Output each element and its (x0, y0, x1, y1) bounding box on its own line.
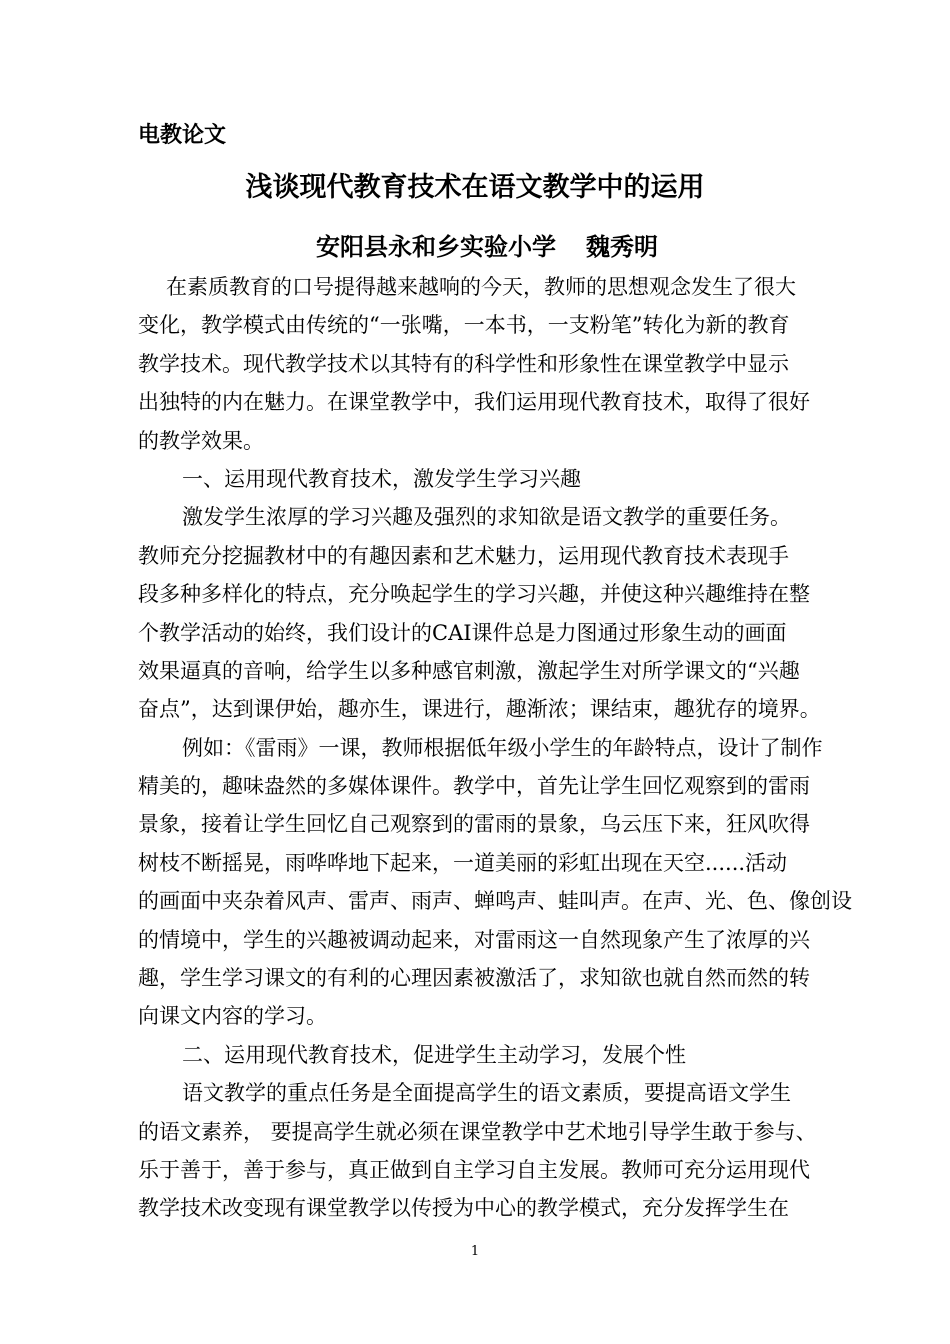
body-line: 趣，学生学习课文的有利的心理因素被激活了，求知欲也就自然而然的转 (138, 966, 810, 991)
author-name: 魏秀明 (586, 232, 658, 261)
section-heading: 一、运用现代教育技术，激发学生学习兴趣 (182, 466, 581, 491)
body-line: 例如：《雷雨》一课，教师根据低年级小学生的年龄特点，设计了制作 (182, 735, 823, 760)
body-line: 语文教学的重点任务是全面提高学生的语文素质，要提高语文学生 (182, 1081, 791, 1106)
body-line: 段多种多样化的特点，充分唤起学生的学习兴趣，并使这种兴趣维持在整 (138, 582, 810, 607)
body-line: 精美的，趣味盎然的多媒体课件。教学中，首先让学生回忆观察到的雷雨 (138, 774, 810, 799)
body-line: 景象，接着让学生回忆自己观察到的雷雨的景象，乌云压下来，狂风吹得 (138, 812, 810, 837)
body-line: 的画面中夹杂着风声、雷声、雨声、蝉鸣声、蛙叫声。在声、光、色、像创设 (138, 889, 852, 914)
page-number: 1 (470, 1244, 480, 1259)
body-line: 向课文内容的学习。 (138, 1004, 327, 1029)
body-line: 效果逼真的音响，给学生以多种感官刺激，激起学生对所学课文的“兴趣 (138, 658, 800, 683)
document-author (316, 230, 658, 264)
body-line: 乐于善于，善于参与，真正做到自主学习自主发展。教师可充分运用现代 (138, 1157, 810, 1182)
body-line: 的教学效果。 (138, 428, 264, 453)
body-line: 出独特的内在魅力。在课堂教学中，我们运用现代教育技术，取得了很好 (138, 390, 810, 415)
section-heading: 二、运用现代教育技术，促进学生主动学习，发展个性 (182, 1042, 686, 1067)
body-line: 激发学生浓厚的学习兴趣及强烈的求知欲是语文教学的重要任务。 (182, 505, 791, 530)
body-line: 在素质教育的口号提得越来越响的今天，教师的思想观念发生了很大 (166, 275, 796, 299)
body-line: 的情境中，学生的兴趣被调动起来，对雷雨这一自然现象产生了浓厚的兴 (138, 927, 810, 952)
document-category: 电教论文 (138, 123, 227, 148)
author-school: 安阳县永和乡实验小学 (316, 232, 556, 261)
body-line: 教师充分挖掘教材中的有趣因素和艺术魅力，运用现代教育技术表现手 (138, 543, 789, 568)
body-line: 变化，教学模式由传统的“一张嘴，一本书，一支粉笔”转化为新的教育 (138, 313, 790, 338)
body-line: 教学技术改变现有课堂教学以传授为中心的教学模式，充分发挥学生在 (138, 1196, 789, 1221)
body-line: 的语文素养， 要提高学生就必须在课堂教学中艺术地引导学生敢于参与、 (138, 1119, 817, 1144)
body-line: 树枝不断摇晃，雨哗哗地下起来，一道美丽的彩虹出现在天空......活动 (138, 850, 788, 875)
body-line: 个教学活动的始终，我们设计的CAI课件总是力图通过形象生动的画面 (138, 620, 787, 645)
body-line: 教学技术。现代教学技术以其特有的科学性和形象性在课堂教学中显示 (138, 351, 789, 376)
document-body (138, 268, 852, 1228)
document-title: 浅谈现代教育技术在语文教学中的运用 (245, 172, 705, 203)
body-line: 奋点”，达到课伊始，趣亦生，课进行，趣渐浓；课结束，趣犹存的境界。 (138, 697, 821, 722)
